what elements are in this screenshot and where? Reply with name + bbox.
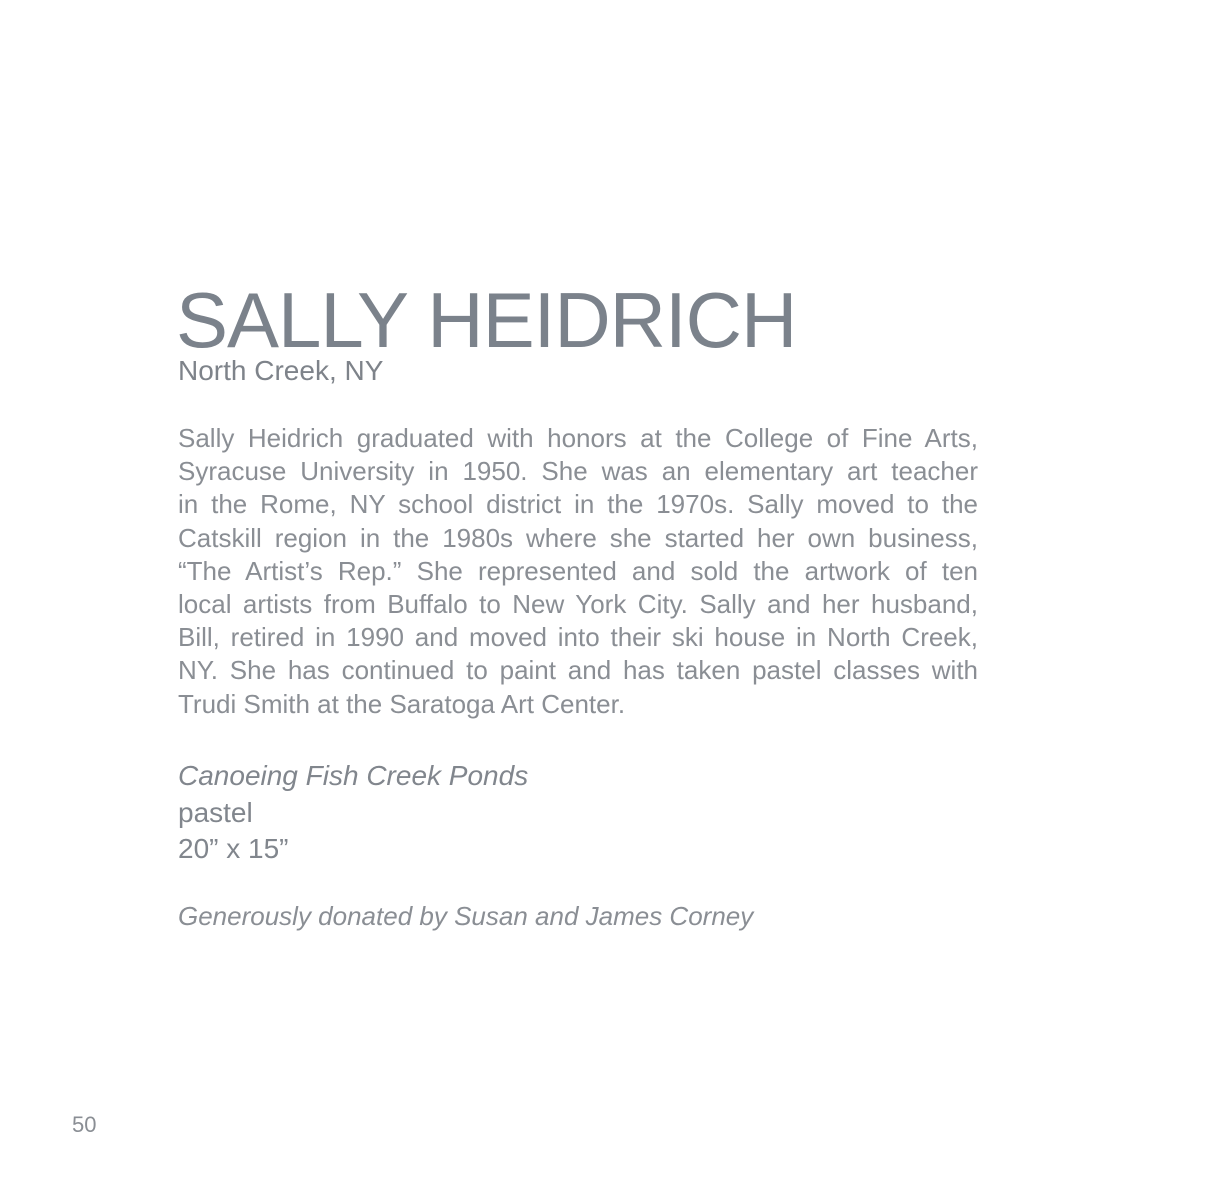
bio-line: Catskill region in the 1980s where she started her own business, xyxy=(178,522,978,553)
artist-location: North Creek, NY xyxy=(178,355,384,386)
artwork-medium: pastel xyxy=(178,797,253,828)
bio-line: NY. She has continued to paint and has taken pastel classes with xyxy=(178,655,978,686)
bio-line: Bill, retired in 1990 and moved into their ski house in North Creek, xyxy=(178,622,978,653)
artwork-title: Canoeing Fish Creek Ponds xyxy=(178,760,529,791)
page-number: 50 xyxy=(72,1112,97,1137)
bio-line: Sally Heidrich graduated with honors at the College of Fine Arts, xyxy=(178,423,978,453)
artwork-dimensions: 20” x 15” xyxy=(178,833,289,864)
bio-line: “The Artist’s Rep.” She represented and sold the artwork of ten xyxy=(178,555,978,586)
bio-line: in the Rome, NY school district in the 1970s. Sally moved to the xyxy=(178,489,978,520)
artist-biography xyxy=(178,422,978,721)
donation-credit: Generously donated by Susan and James Corney xyxy=(178,901,754,931)
bio-line: local artists from Buffalo to New York City. Sally and her husband, xyxy=(178,589,978,620)
bio-line: Trudi Smith at the Saratoga Art Center. xyxy=(178,688,626,719)
artist-name: SALLY HEIDRICH xyxy=(176,276,797,364)
bio-line: Syracuse University in 1950. She was an elementary art teacher xyxy=(178,456,978,487)
